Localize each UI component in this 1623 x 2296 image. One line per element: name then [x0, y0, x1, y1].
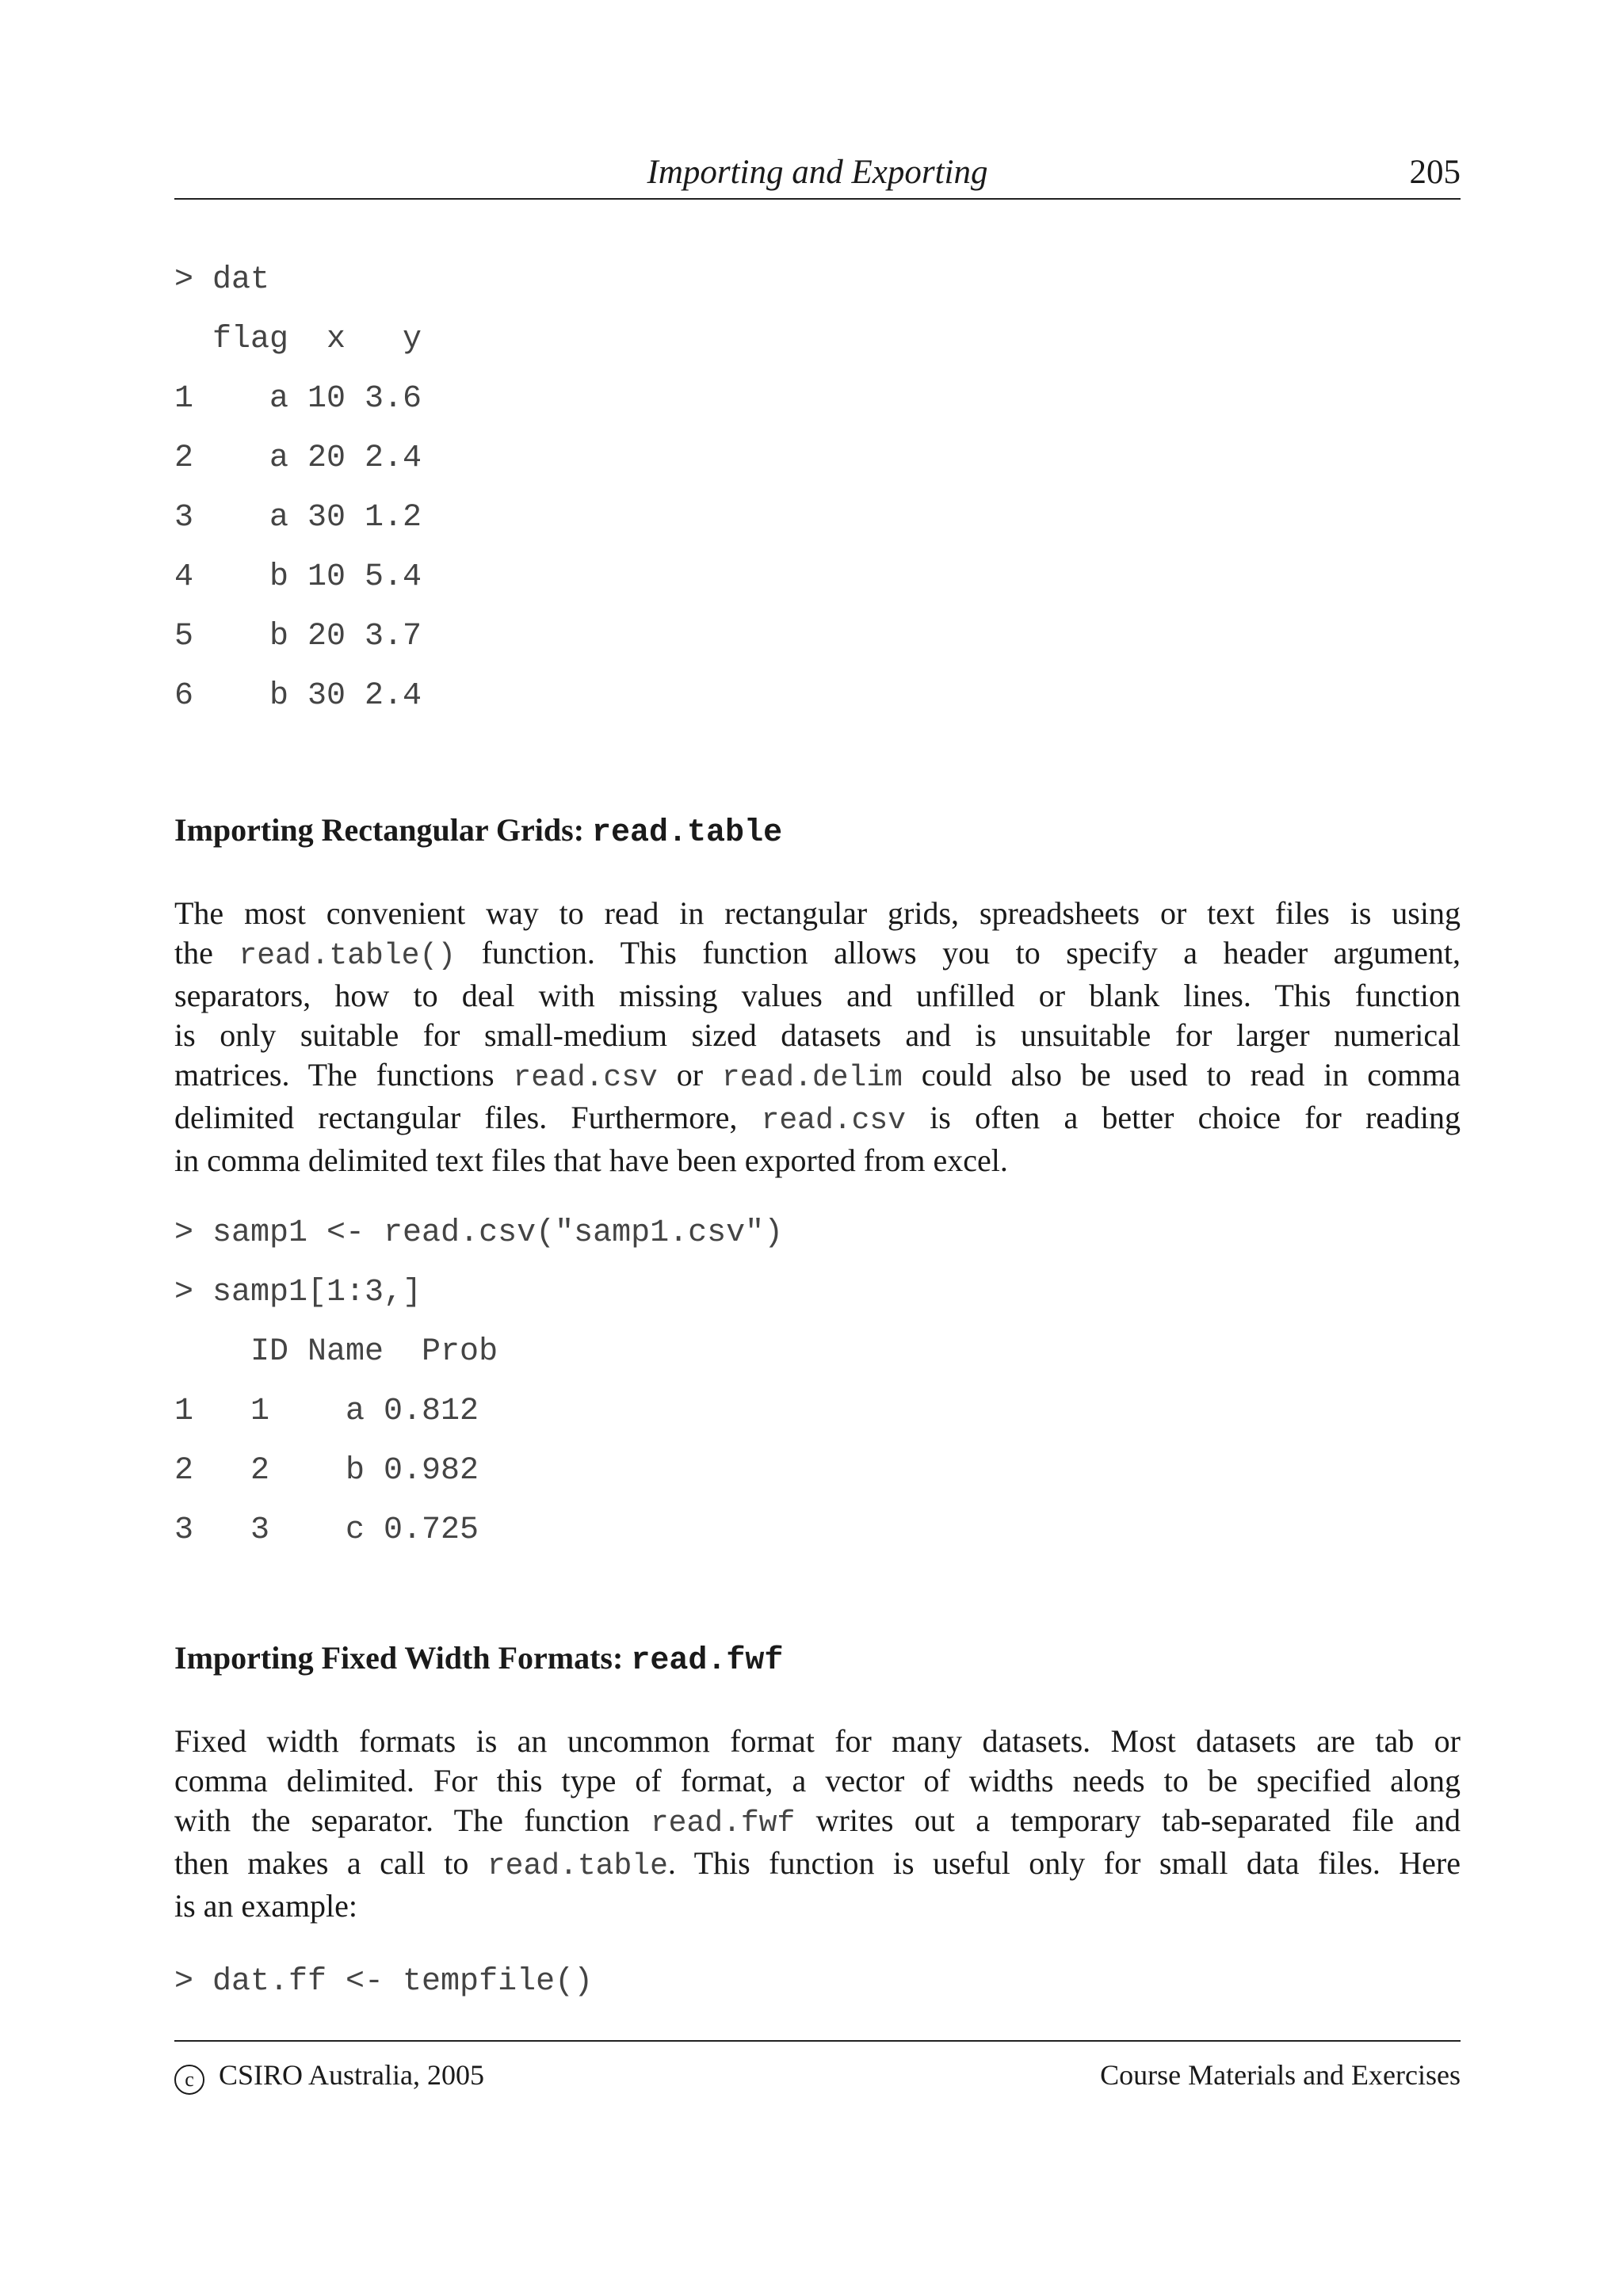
footer-left-text: CSIRO Australia, 2005 [219, 2059, 485, 2091]
paragraph-read-table [174, 894, 1461, 1180]
inline-code: read.csv [761, 1104, 906, 1138]
paragraph-line: in comma delimited text files that have been exported from excel. [174, 1142, 1008, 1178]
section-heading-text: Importing Fixed Width Formats: [174, 1640, 632, 1676]
paragraph-line: is only suitable for small-medium sized datasets and is unsuitable for larger numerical [174, 1017, 1461, 1053]
header-title: Importing and Exporting [647, 154, 988, 191]
paragraph-read-fwf [174, 1722, 1461, 1926]
inline-code: read.csv [513, 1061, 658, 1095]
section-heading-text: Importing Rectangular Grids: [174, 812, 593, 848]
section-heading-code: read.table [592, 815, 783, 851]
paragraph-line: The most convenient way to read in rectangular grids, spreadsheets or text files is using [174, 895, 1461, 931]
paragraph-line: separators, how to deal with missing values and unfilled or blank lines. This function [174, 978, 1461, 1013]
inline-code: read.fwf [650, 1806, 796, 1840]
inline-code: read.delim [721, 1061, 903, 1095]
section-heading-read-table [174, 810, 782, 853]
page-footer [174, 2040, 1461, 2091]
page-number: 205 [1409, 154, 1461, 191]
paragraph-line: with the separator. The function read.fwf writes out a temporary tab-separated file and [174, 1802, 1461, 1840]
code-block-dat: > dat flag x y 1 a 10 3.6 2 a 20 2.4 3 a 30 1.2 4 b 10 5.4 5 b 20 3.7 6 b 30 2.4 [174, 262, 422, 714]
copyright-icon: c [174, 2065, 204, 2095]
section-heading-read-fwf [174, 1638, 783, 1681]
paragraph-line: comma delimited. For this type of format, a vector of widths needs to be specified along [174, 1763, 1461, 1798]
inline-code: read.table() [239, 939, 456, 973]
code-block-samp1: > samp1 <- read.csv("samp1.csv") > samp1[1:3,] ID Name Prob 1 1 a 0.812 2 2 b 0.982 3 3 c 0.725 [174, 1215, 784, 1548]
paragraph-line: Fixed width formats is an uncommon format for many datasets. Most datasets are tab or [174, 1723, 1461, 1759]
inline-code: read.table [487, 1849, 668, 1883]
document-page [174, 0, 1461, 2296]
paragraph-line: is an example: [174, 1888, 358, 1924]
footer-copyright [174, 2058, 484, 2095]
running-header [174, 151, 1461, 200]
paragraph-line: then makes a call to read.table. This function is useful only for small data files. Here [174, 1845, 1461, 1883]
paragraph-line: matrices. The functions read.csv or read.delim could also be used to read in comma [174, 1057, 1461, 1095]
paragraph-line: the read.table() function. This function allows you to specify a header argument, [174, 935, 1461, 973]
code-block-tempfile: > dat.ff <- tempfile() [174, 1964, 594, 2000]
section-heading-code: read.fwf [631, 1643, 784, 1679]
footer-right-text: Course Materials and Exercises [1100, 2059, 1461, 2091]
paragraph-line: delimited rectangular files. Furthermore, read.csv is often a better choice for reading [174, 1100, 1461, 1138]
